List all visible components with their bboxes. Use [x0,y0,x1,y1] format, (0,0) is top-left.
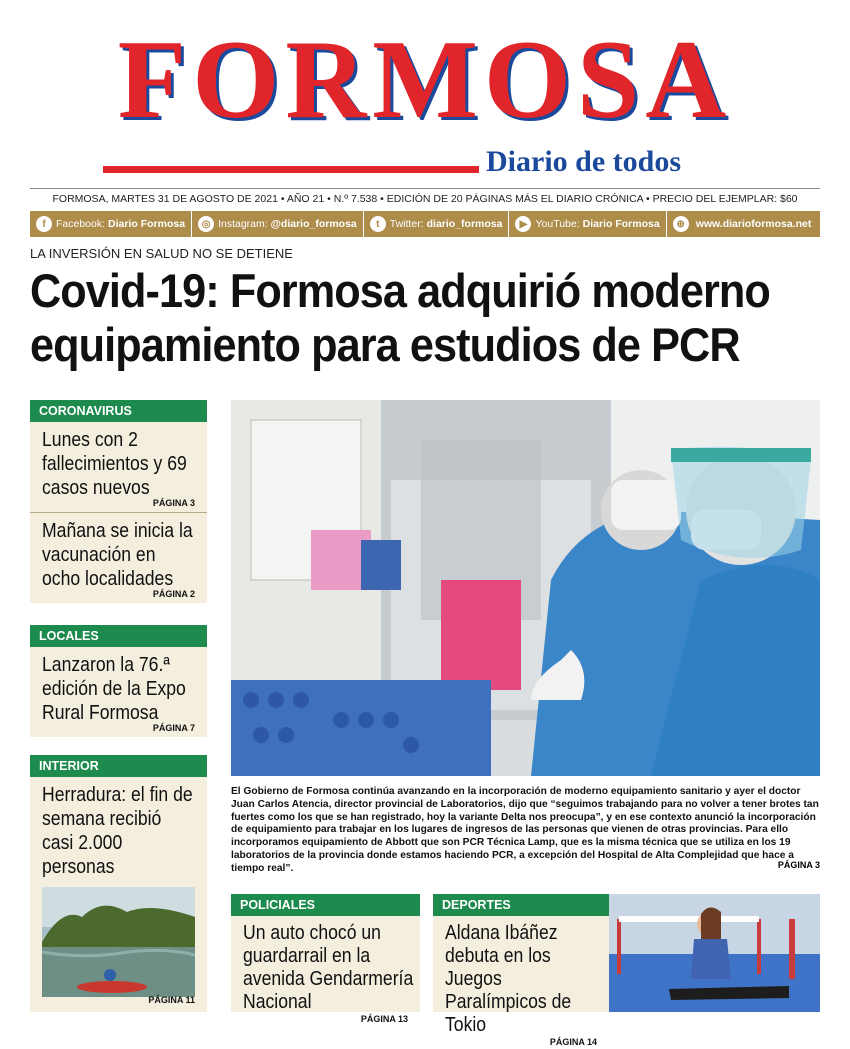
social-prefix: Facebook: [56,218,106,230]
story-page: PÁGINA 14 [549,1037,597,1047]
story-item[interactable] [30,422,207,513]
social-youtube[interactable] [509,211,666,237]
river-photo[interactable] [42,887,195,997]
story-page: PÁGINA 2 [152,589,195,599]
social-handle: Diario Formosa [108,218,186,230]
section-header: INTERIOR [30,755,207,777]
story-item[interactable] [30,513,207,603]
social-handle: www.diarioformosa.net [695,218,812,230]
section-locales [30,625,207,737]
tagline: Diario de todos [486,145,681,178]
divider [30,188,820,189]
story-page: PÁGINA 13 [360,1014,408,1024]
lead-photo[interactable] [231,400,820,776]
story-title: Un auto chocó un guardarrail en la avenida Gendarmería Nacional [243,922,414,1013]
section-header: POLICIALES [231,894,420,916]
story-item[interactable] [30,647,207,737]
social-facebook[interactable] [30,211,192,237]
story-page: PÁGINA 7 [152,723,195,733]
logo-underline [103,166,479,173]
social-handle: diario_formosa [426,218,503,230]
story-title: Aldana Ibáñez debuta en los Juegos Paralímpicos de Tokio [445,922,572,1036]
athlete-photo[interactable] [609,894,820,1012]
section-header: CORONAVIRUS [30,400,207,422]
youtube-icon: ▶ [515,216,531,232]
story-title: Lanzaron la 76.ª edición de la Expo Rural Formosa [42,654,186,724]
story-title: Mañana se inicia la vacunación en ocho localidades [42,520,193,590]
social-prefix: Twitter: [389,218,424,230]
social-twitter[interactable] [364,211,510,237]
section-policiales[interactable] [231,894,420,1024]
story-item[interactable] [30,777,207,1018]
social-handle: @diario_formosa [270,218,357,230]
social-handle: Diario Formosa [582,218,660,230]
story-page: PÁGINA 3 [152,498,195,508]
social-instagram[interactable] [192,211,364,237]
lead-kicker: LA INVERSIÓN EN SALUD NO SE DETIENE [30,246,293,261]
section-interior [30,755,207,1012]
story-title: Herradura: el fin de semana recibió casi 2.000 personas [42,784,193,878]
dateline: FORMOSA, MARTES 31 DE AGOSTO DE 2021 • AÑO 21 • N.º 7.538 • EDICIÓN DE 20 PÁGINAS MÁS EL DIARIO CRÓNICA • PRECIO DEL EJEMPLAR: $60 [52,193,798,205]
social-bar [30,211,820,237]
lead-page: PÁGINA 3 [777,860,820,870]
lead-caption: El Gobierno de Formosa continúa avanzando en la incorporación de moderno equipamiento sanitario y ayer el doctor Juan Carlos Atencia, director provincial de Laboratorios, dijo que “seguimos trabajando para no volver a tener brotes tan fuertes como los que se han registrado, hoy la variante Delta nos preocupa”, y en ese contexto anunció la incorporación de equipamiento para trabajar en los lugares de ingresos de las personas que vienen de otras provincias. Para ello incorporamos equipamiento de Abbott que son PCR Técnica Lamp, que es la misma técnica que se utiliza en los 19 laboratorios de la provincia donde estamos haciendo PCR, a excepción del Hospital de Alta Complejidad que hace a tiempo real”. [231,786,819,874]
twitter-icon: t [370,216,386,232]
social-website[interactable] [667,211,818,237]
facebook-icon: f [36,216,52,232]
story-title: Lunes con 2 fallecimientos y 69 casos nuevos [42,429,187,499]
social-prefix: Instagram: [218,218,268,230]
headline-line-2: equipamiento para estudios de PCR [30,318,740,371]
section-header: DEPORTES [433,894,609,916]
globe-icon: ⊕ [673,216,689,232]
section-deportes[interactable] [433,894,820,1047]
story-page: PÁGINA 11 [148,995,195,1005]
newspaper-logo[interactable]: FORMOSA [117,18,733,142]
headline-line-1: Covid-19: Formosa adquirió moderno [30,264,770,317]
section-coronavirus [30,400,207,603]
social-prefix: YouTube: [535,218,580,230]
section-header: LOCALES [30,625,207,647]
instagram-icon: ◎ [198,216,214,232]
lead-headline[interactable] [30,264,770,372]
